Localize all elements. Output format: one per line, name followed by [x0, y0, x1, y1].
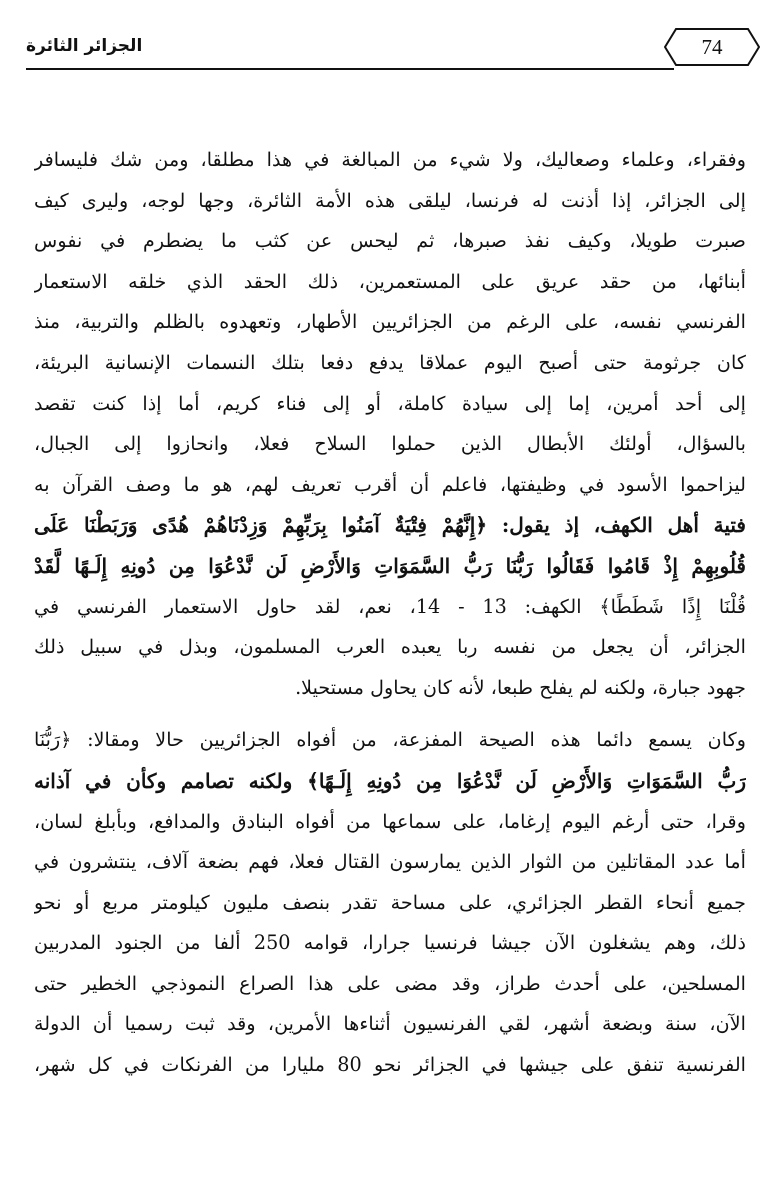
text-line: ذلك، وهم يشغلون الآن جيشا فرنسيا جرارا، قوامه 250 ألفا من الجنود المدربين: [34, 931, 746, 955]
text-line: إلى الجزائر، إذا أذنت له فرنسا، ليلقى هذه الأمة الثائرة، وجها لوجه، وليرى كيف: [34, 188, 746, 212]
text-line: إلى أحد أمرين، إما إلى سيادة كاملة، أو إلى فناء كريم، أما إذا كنت تقصد: [34, 391, 746, 415]
page-number: 74: [701, 35, 723, 59]
text-line: أما عدد المقاتلين من الثوار الذين يمارسون القتال فعلا، فهم بضعة آلاف، ينتشرون في: [34, 850, 746, 874]
text-line: الفرنسي نفسه، على الرغم من الجزائريين الأطهار، وتعهدوه بالظلم والتربية، منذ: [34, 310, 746, 334]
quran-verse-line: رَبُّ السَّمَوَاتِ وَالأَرْضِ لَن نَّدْعُوَا مِن دُونِهِ إِلَـهًا﴾ ولكنه تصامم وكأن في آذانه: [34, 768, 746, 793]
quran-verse-line: قُلُوبِهِمْ إِذْ قَامُوا فَقَالُوا رَبُّنَا رَبُّ السَّمَوَاتِ وَالأَرْضِ لَن نَّدْعُوَا مِن دُونِهِ إِلَـهًا لَّقَدْ: [34, 553, 746, 578]
page-header: [26, 26, 753, 70]
text-line: المسلحين، على أحدث طراز، وقد مضى على هذا الصراع النموذجي الخطير حتى: [34, 971, 746, 995]
text-line: الآن، سنة وبضعة أشهر، لقي الفرنسيون أثناءها الأمرين، وقد ثبت رسميا أن الدولة: [34, 1012, 746, 1036]
text-line: جميع أنحاء القطر الجزائري، على مساحة تقدر بنصف مليون كيلومتر مربع أو نحو: [34, 890, 746, 914]
text-line: وفقراء، وعلماء وصعاليك، ولا شيء من المبالغة في هذا مطلقا، ومن شك فليسافر: [34, 148, 746, 171]
page-body: [34, 140, 746, 1086]
text-line: ليزاحموا الأسود في وظيفتها، فاعلم أن أقرب تعريف لهم، هو ما وصف القرآن به: [34, 472, 746, 496]
page-number-badge: [664, 28, 760, 66]
text-line: جهود جبارة، ولكنه لم يفلح طبعا، لأنه كان يحاول مستحيلا.: [295, 675, 746, 699]
paragraph-2: [34, 720, 746, 1085]
text-line: بالسؤال، أولئك الأبطال الذين حملوا السلاح فعلا، وانحازوا إلى الجبال،: [34, 432, 746, 456]
text-line: الجزائر، أن يجعل من نفسه ربا يعبده العرب المسلمون، وبذل في سبيل ذلك: [34, 635, 746, 659]
text-line: وقرا، حتى أرغم اليوم إرغاما، على سماعها من أفواه البنادق والمدافع، وبأبلغ لسان،: [34, 809, 746, 833]
text-line: الفرنسية تنفق على جيشها في الجزائر نحو 80 مليارا من الفرنكات في كل شهر،: [34, 1053, 746, 1077]
text-line: صبرت طويلا، وكيف نفذ صبرها، ثم ليحس عن كثب ما يضطرم في نفوس: [34, 229, 746, 253]
running-title: الجزائر الثائرة: [26, 36, 143, 56]
quran-verse-line: فتية أهل الكهف، إذ يقول: ﴿إِنَّهُمْ فِتْيَةٌ آمَنُوا بِرَبِّهِمْ وَزِدْنَاهُمْ هُدًى وَرَبَطْنَا عَلَى: [34, 513, 746, 538]
text-line: وكان يسمع دائما هذه الصيحة المفزعة، من أفواه الجزائريين حالا ومقالا: ﴿رَبُّنَا: [34, 728, 746, 752]
paragraph-1: [34, 140, 746, 708]
text-line: قُلْنَا إِذًا شَطَطًا﴾ الكهف: 13 - 14، نعم، لقد حاول الاستعمار الفرنسي في: [34, 594, 746, 618]
text-line: أبنائها، من حقد عريق على المستعمرين، ذلك الحقد الذي خلقه الاستعمار: [34, 269, 746, 293]
text-line: كان جرثومة حتى أصبح اليوم عملاقا يدفع دفعا بتلك النسمات الإنسانية البريئة،: [34, 350, 746, 374]
header-rule: [26, 68, 674, 70]
